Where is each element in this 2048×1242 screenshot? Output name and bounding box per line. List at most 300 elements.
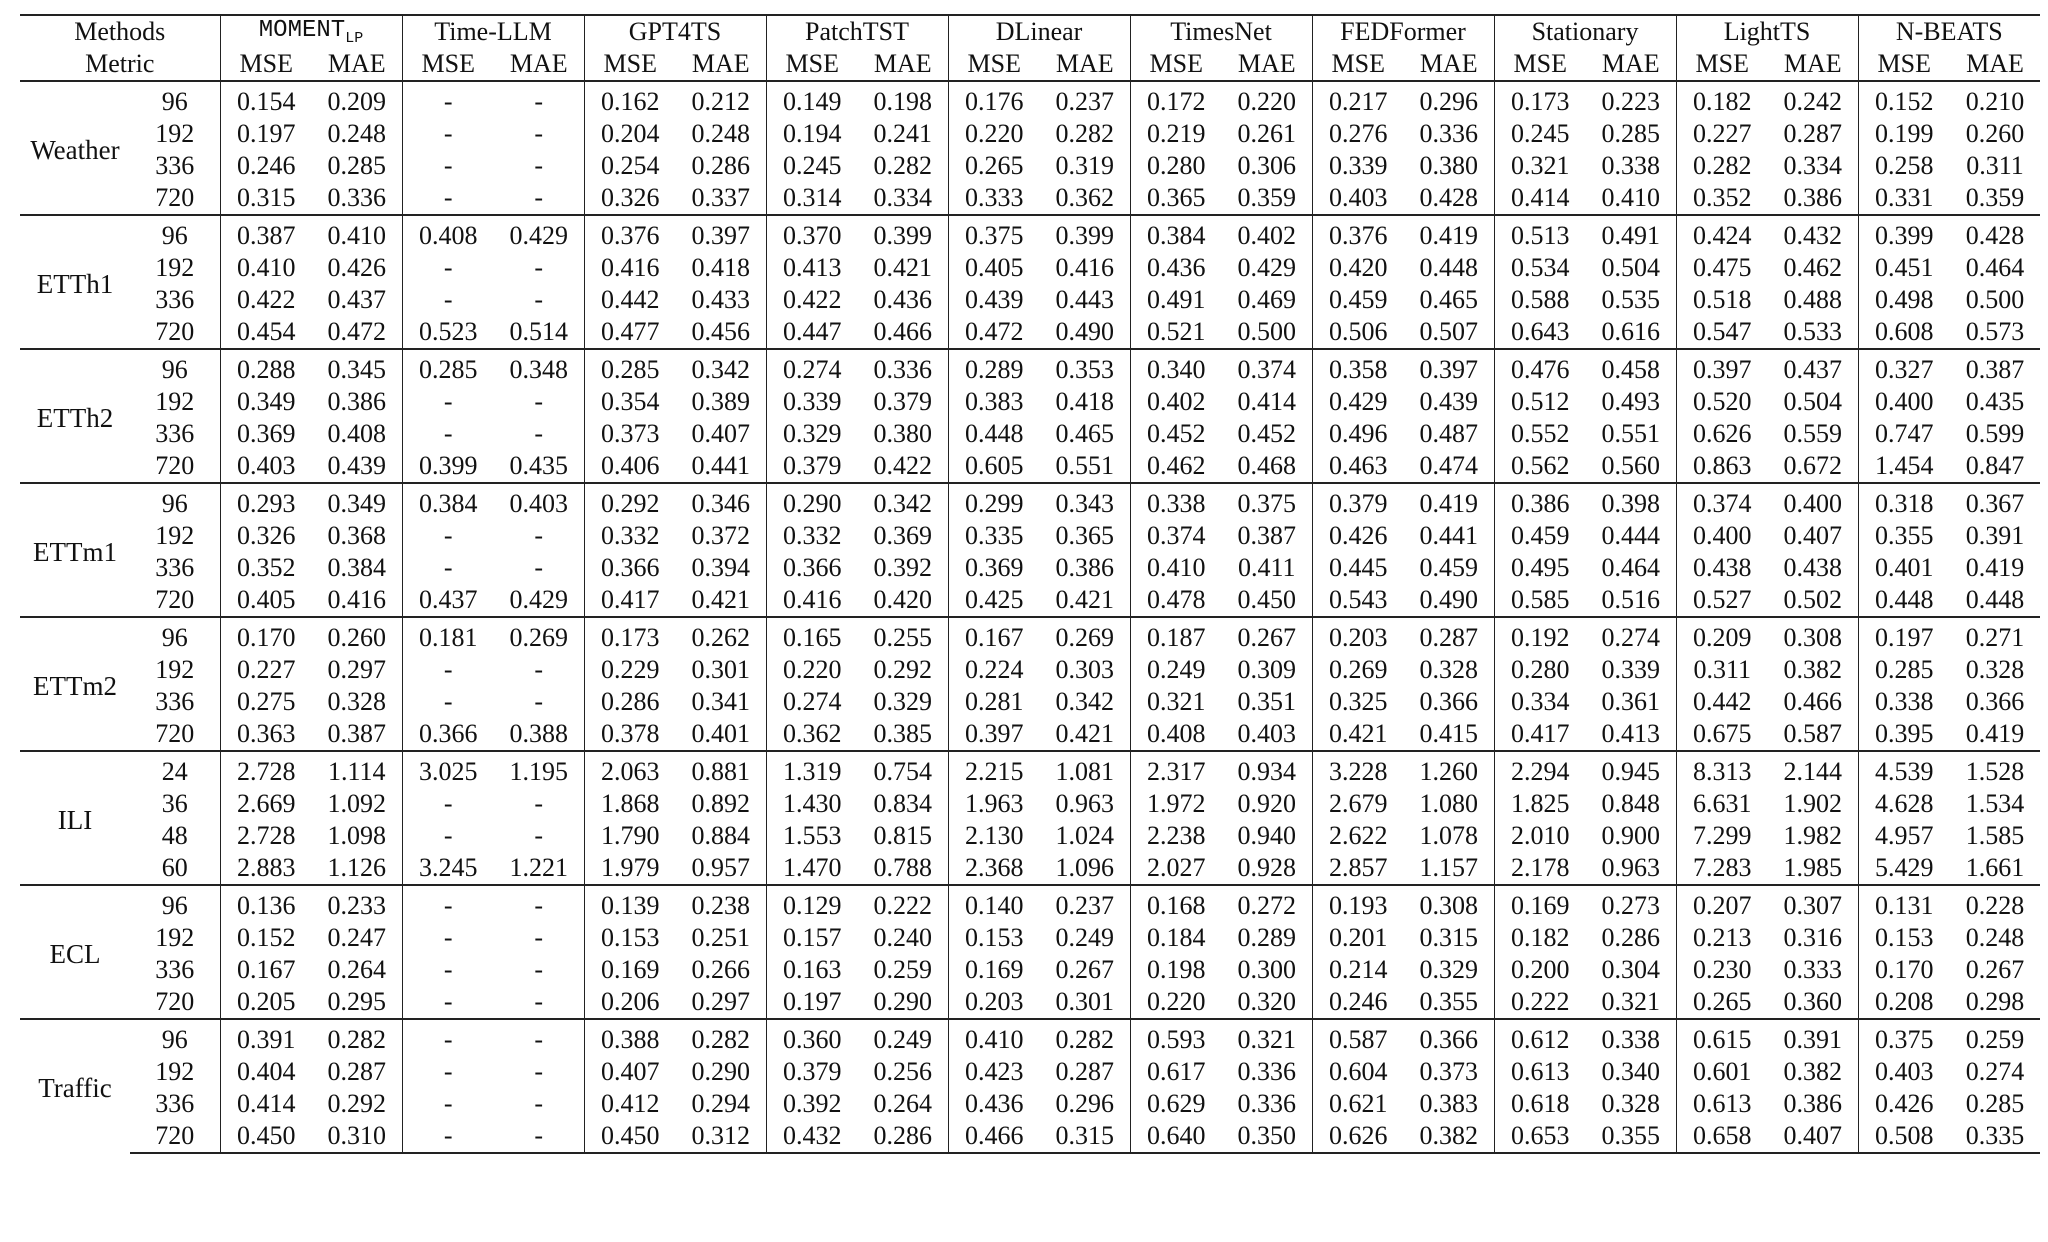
mse-cell: 0.192 [1494,617,1586,654]
metric-mae-header: MAE [858,48,948,81]
mse-cell: 0.424 [1676,215,1768,252]
mae-cell: 0.274 [1586,617,1676,654]
mse-cell: 0.152 [1858,81,1950,118]
mae-cell: 1.114 [312,751,402,788]
mse-cell: 0.249 [1130,654,1222,686]
mae-cell: 0.435 [1965,387,2025,416]
mse-cell: - [402,386,494,418]
mse-cell: 0.436 [948,1088,1040,1120]
mae-cell: 0.402 [1222,215,1312,252]
mse-cell: 0.327 [1858,349,1950,386]
mse-cell: 1.868 [584,788,676,820]
mse-cell: 0.200 [1494,954,1586,986]
mae-cell: 0.672 [1783,451,1843,480]
mae-cell: 0.391 [1768,1019,1858,1056]
mse-cell: 0.463 [1312,450,1404,483]
mse-cell: 0.408 [1130,718,1222,751]
mse-cell: 0.450 [220,1120,312,1153]
mae-cell: 0.367 [1950,483,2040,520]
table-row [20,520,2040,552]
mae-cell: - [534,987,544,1016]
mse-cell: 4.957 [1858,820,1950,852]
mse-cell: 0.585 [1494,584,1586,617]
mae-cell: 0.303 [1055,655,1114,684]
mse-cell: 0.265 [1676,986,1768,1019]
mse-cell: 0.153 [584,922,676,954]
mae-cell: 0.384 [327,553,386,582]
mae-cell: 0.248 [327,119,386,148]
method-lightts: LightTS [1676,15,1858,48]
mae-cell: 0.438 [1783,553,1843,582]
mse-cell: 0.417 [1494,718,1586,751]
mse-cell: 0.495 [1494,552,1586,584]
mae-cell: 0.435 [509,451,568,480]
mae-cell: 0.945 [1586,751,1676,788]
mse-cell: 1.553 [766,820,858,852]
mae-cell: 0.282 [873,151,932,180]
mse-cell: 0.173 [1494,81,1586,118]
mse-cell: 0.354 [584,386,676,418]
mae-cell: - [534,687,544,716]
mse-cell: 0.318 [1858,483,1950,520]
mae-cell: 0.500 [1237,317,1296,346]
mae-cell: 0.394 [691,553,750,582]
mae-cell: 0.286 [1601,923,1661,952]
mae-cell: 0.957 [691,853,750,882]
mae-cell: 0.881 [676,751,766,788]
mse-cell: 0.442 [1676,686,1768,718]
metric-mse-header: MSE [402,48,494,81]
mse-cell: 0.181 [402,617,494,654]
metric-mae-header: MAE [312,48,402,81]
mse-cell: 0.658 [1676,1120,1768,1153]
mae-cell: 0.372 [691,521,750,550]
mae-cell: 0.493 [1601,387,1661,416]
horizon-label: 720 [155,987,195,1016]
mae-cell: 0.260 [1965,119,2025,148]
mae-cell: 0.282 [676,1019,766,1056]
mse-cell: 0.375 [948,215,1040,252]
mse-cell: 0.129 [766,885,858,922]
mae-cell: 0.310 [312,1120,402,1153]
mse-cell: 0.459 [1312,284,1404,316]
mae-cell: 0.432 [1768,215,1858,252]
mae-cell: 0.418 [691,253,750,282]
mae-cell: 0.834 [873,789,932,818]
table-row [20,349,2040,386]
mae-cell: 0.487 [1419,419,1478,448]
methods-label: Methods [20,15,220,48]
mse-cell: 1.454 [1858,450,1950,483]
mae-cell: 0.307 [1768,885,1858,922]
mse-cell: 0.410 [1130,552,1222,584]
mse-cell: 0.136 [220,885,312,922]
horizon-label: 36 [161,789,188,818]
mse-cell: 0.462 [1130,450,1222,483]
mae-cell: - [534,955,544,984]
mse-cell: 0.209 [1676,617,1768,654]
mae-cell: 0.198 [858,81,948,118]
mae-cell: 0.535 [1601,285,1661,314]
mse-cell: 8.313 [1676,751,1768,788]
mae-cell: 0.466 [873,317,932,346]
mae-cell: 0.274 [1965,1057,2025,1086]
mae-cell: 0.386 [1783,183,1843,212]
mae-cell: 0.465 [1055,419,1114,448]
mse-cell: 0.172 [1130,81,1222,118]
mse-cell: 0.448 [1858,584,1950,617]
table-row [20,284,2040,316]
mae-cell: 0.599 [1965,419,2025,448]
mae-cell: 0.366 [1419,687,1478,716]
mae-cell: 0.336 [1419,119,1478,148]
mse-cell: 0.331 [1858,182,1950,215]
mse-cell: 0.429 [1312,386,1404,418]
mae-cell: 0.441 [691,451,750,480]
mse-cell: 0.275 [220,686,312,718]
mae-cell: 0.375 [1222,483,1312,520]
mae-cell: 0.308 [1768,617,1858,654]
horizon-label: 96 [130,349,220,386]
mse-cell: - [402,182,494,215]
mse-cell: 0.370 [766,215,858,252]
mse-cell: 0.527 [1676,584,1768,617]
mae-cell: 1.078 [1419,821,1478,850]
mse-cell: 7.299 [1676,820,1768,852]
horizon-label: 96 [130,81,220,118]
method-gpt4ts: GPT4TS [584,15,766,48]
metric-mse-header: MSE [948,48,1040,81]
mse-cell: 0.224 [948,654,1040,686]
mae-cell: 0.349 [312,483,402,520]
mse-cell: 0.208 [1858,986,1950,1019]
mae-cell: 0.551 [1055,451,1114,480]
mse-cell: 0.608 [1858,316,1950,349]
mae-cell: 0.223 [1586,81,1676,118]
mse-cell: 0.640 [1130,1120,1222,1153]
mse-cell: 0.615 [1676,1019,1768,1056]
mae-cell: 0.450 [1237,585,1296,614]
mse-cell: 0.459 [1494,520,1586,552]
mae-cell: 0.468 [1237,451,1296,480]
horizon-label: 336 [155,955,195,984]
mse-cell: 0.363 [220,718,312,751]
table-row [20,718,2040,751]
mse-cell: 0.167 [948,617,1040,654]
mse-cell: 0.423 [948,1056,1040,1088]
mae-cell: - [534,419,544,448]
mae-cell: 0.267 [1055,955,1114,984]
mse-cell: 0.405 [220,584,312,617]
mse-cell: 0.426 [1312,520,1404,552]
mae-cell: 0.256 [873,1057,932,1086]
horizon-label: 192 [155,655,195,684]
mse-cell: 0.360 [766,1019,858,1056]
horizon-label: 24 [130,751,220,788]
mae-cell: 0.418 [1055,387,1114,416]
mse-cell: 0.334 [1494,686,1586,718]
mae-cell: 0.459 [1419,553,1478,582]
mse-cell: 0.447 [766,316,858,349]
mae-cell: 0.282 [1055,119,1114,148]
mae-cell: 0.328 [327,687,386,716]
method-fedformer: FEDFormer [1312,15,1494,48]
mse-cell: 0.203 [1312,617,1404,654]
horizon-label: 48 [161,821,188,850]
mse-cell: 0.369 [948,552,1040,584]
mse-cell: 0.445 [1312,552,1404,584]
mae-cell: 0.448 [1965,585,2025,614]
mse-cell: 0.293 [220,483,312,520]
mse-cell: 0.193 [1312,885,1404,922]
mse-cell: 0.289 [948,349,1040,386]
mae-cell: 0.428 [1950,215,2040,252]
table-row [20,1088,2040,1120]
mae-cell: 0.398 [1586,483,1676,520]
mse-cell: 0.366 [584,552,676,584]
metric-mae-header: MAE [676,48,766,81]
mse-cell: 3.245 [402,852,494,885]
mae-cell: 0.516 [1601,585,1661,614]
mae-cell: 0.248 [691,119,750,148]
mae-cell: 0.419 [1404,483,1494,520]
mae-cell: 0.439 [1419,387,1478,416]
mae-cell: - [534,789,544,818]
mae-cell: 0.259 [1950,1019,2040,1056]
method-dlinear: DLinear [948,15,1130,48]
mae-cell: 0.321 [1222,1019,1312,1056]
mse-cell: 0.601 [1676,1056,1768,1088]
mae-cell: 0.338 [1601,151,1661,180]
mae-cell: 0.366 [1965,687,2025,716]
mae-cell: 0.504 [1601,253,1661,282]
mae-cell: 0.408 [327,419,386,448]
mse-cell: 1.825 [1494,788,1586,820]
mae-cell: 0.342 [1055,687,1114,716]
table-row [20,215,2040,252]
mae-cell: 0.386 [327,387,386,416]
metric-mse-header: MSE [584,48,676,81]
mse-cell: 0.140 [948,885,1040,922]
mae-cell: 0.296 [1404,81,1494,118]
metric-mae-header: MAE [1040,48,1130,81]
mae-cell: 0.441 [1419,521,1478,550]
mse-cell: - [402,252,494,284]
mse-cell: 0.379 [766,1056,858,1088]
mae-cell: 1.092 [327,789,386,818]
metric-mae-header: MAE [1222,48,1312,81]
mae-cell: - [534,821,544,850]
mae-cell: 0.287 [327,1057,386,1086]
horizon-label: 720 [155,317,195,346]
mae-cell: 0.338 [1586,1019,1676,1056]
mse-cell: 0.281 [948,686,1040,718]
mae-cell: 1.098 [327,821,386,850]
mae-cell: 0.380 [873,419,932,448]
mae-cell: - [534,387,544,416]
mae-cell: 0.421 [1055,719,1114,748]
mae-cell: 0.264 [327,955,386,984]
mae-cell: 0.464 [1601,553,1661,582]
mse-cell: 0.426 [1858,1088,1950,1120]
mae-cell: 0.401 [691,719,750,748]
mse-cell: 0.413 [766,252,858,284]
mse-cell: 0.280 [1494,654,1586,686]
mae-cell: 0.934 [1222,751,1312,788]
mae-cell: 0.392 [873,553,932,582]
horizon-label: 192 [155,521,195,550]
mse-cell: 2.294 [1494,751,1586,788]
metric-label: Metric [20,48,220,81]
mae-cell: 0.407 [691,419,750,448]
mse-cell: 0.182 [1676,81,1768,118]
method-stationary: Stationary [1494,15,1676,48]
mae-cell: 0.900 [1601,821,1661,850]
mae-cell: 0.301 [1055,987,1114,1016]
mae-cell: 0.397 [676,215,766,252]
mae-cell: 0.321 [1601,987,1661,1016]
mae-cell: 0.500 [1965,285,2025,314]
mae-cell: 0.267 [1222,617,1312,654]
mse-cell: 0.378 [584,718,676,751]
mae-cell: 0.403 [1237,719,1296,748]
mae-cell: 0.287 [1055,1057,1114,1086]
mse-cell: - [402,788,494,820]
mse-cell: 0.388 [584,1019,676,1056]
mae-cell: 0.308 [1404,885,1494,922]
mae-cell: 0.444 [1601,521,1661,550]
mse-cell: 0.436 [1130,252,1222,284]
results-body [20,81,2040,1153]
mse-cell: 0.285 [402,349,494,386]
mae-cell: 0.300 [1237,955,1296,984]
table-row [20,654,2040,686]
mae-cell: 0.287 [1404,617,1494,654]
results-table [20,14,2040,1154]
mse-cell: 0.391 [220,1019,312,1056]
mae-cell: 0.290 [873,987,932,1016]
metric-mae-header: MAE [1586,48,1676,81]
mse-cell: 0.417 [584,584,676,617]
mse-cell: 0.439 [948,284,1040,316]
mae-cell: 0.269 [1040,617,1130,654]
horizon-label: 720 [155,451,195,480]
mse-cell: 0.355 [1858,520,1950,552]
metric-mae-header: MAE [1768,48,1858,81]
mse-cell: 1.963 [948,788,1040,820]
mse-cell: 0.227 [1676,118,1768,150]
mse-cell: 1.319 [766,751,858,788]
mae-cell: 0.296 [1055,1089,1114,1118]
mse-cell: - [402,418,494,450]
mse-cell: - [402,284,494,316]
mae-cell: 0.290 [691,1057,750,1086]
mae-cell: 0.491 [1586,215,1676,252]
mse-cell: 0.154 [220,81,312,118]
mse-cell: 0.406 [584,450,676,483]
mae-cell: 0.382 [1783,655,1843,684]
mse-cell: 0.629 [1130,1088,1222,1120]
mae-cell: 0.429 [1237,253,1296,282]
mae-cell: 0.616 [1601,317,1661,346]
mae-cell: 0.788 [873,853,932,882]
mse-cell: 0.230 [1676,954,1768,986]
mse-cell: 0.534 [1494,252,1586,284]
table-row [20,81,2040,118]
table-row [20,118,2040,150]
mse-cell: 0.338 [1130,483,1222,520]
table-row [20,483,2040,520]
table-row [20,1120,2040,1153]
mse-cell: 0.217 [1312,81,1404,118]
mae-cell: 0.295 [327,987,386,1016]
mse-cell: 0.593 [1130,1019,1222,1056]
mae-cell: 0.507 [1419,317,1478,346]
mse-cell: 5.429 [1858,852,1950,885]
mae-cell: 0.422 [873,451,932,480]
mae-cell: 0.416 [1055,253,1114,282]
mae-cell: 0.269 [494,617,584,654]
mae-cell: 1.585 [1965,821,2025,850]
mse-cell: 0.410 [220,252,312,284]
mae-cell: 0.355 [1419,987,1478,1016]
mae-cell: 0.348 [494,349,584,386]
mae-cell: 0.316 [1783,923,1843,952]
mae-cell: 0.242 [1768,81,1858,118]
mae-cell: 0.315 [1419,923,1478,952]
mse-cell: 0.375 [1858,1019,1950,1056]
mse-cell: 0.562 [1494,450,1586,483]
mse-cell: 0.369 [220,418,312,450]
mse-cell: 0.332 [584,520,676,552]
mae-cell: 0.315 [1040,1120,1130,1153]
dataset-label: ETTm1 [20,483,130,617]
mse-cell: 0.399 [402,450,494,483]
method-patchtst: PatchTST [766,15,948,48]
mse-cell: - [402,654,494,686]
mae-cell: 0.248 [1965,923,2025,952]
mse-cell: 0.176 [948,81,1040,118]
mse-cell: 0.374 [1676,483,1768,520]
mae-cell: 0.340 [1601,1057,1661,1086]
mse-cell: 0.288 [220,349,312,386]
mse-cell: 0.167 [220,954,312,986]
mse-cell: 0.403 [220,450,312,483]
dataset-label: ETTh1 [20,215,130,349]
mae-cell: 0.419 [1965,719,2025,748]
mae-cell: - [494,885,584,922]
mse-cell: 0.384 [402,483,494,520]
mse-cell: 0.227 [220,654,312,686]
mse-cell: 0.442 [584,284,676,316]
mae-cell: 0.212 [676,81,766,118]
mae-cell: - [534,253,544,282]
mae-cell: 0.963 [1601,853,1661,882]
method-timesnet: TimesNet [1130,15,1312,48]
mse-cell: 0.420 [1312,252,1404,284]
mae-cell: 0.414 [1237,387,1296,416]
mse-cell: 2.883 [220,852,312,885]
mae-cell: 0.351 [1237,687,1296,716]
horizon-label: 96 [130,483,220,520]
mae-cell: 0.359 [1237,183,1296,212]
mae-cell: 0.383 [1419,1089,1478,1118]
mse-cell: 2.178 [1494,852,1586,885]
moment-name: MOMENT [258,16,346,44]
mae-cell: 0.312 [676,1120,766,1153]
mse-cell: 0.169 [948,954,1040,986]
mse-cell: - [402,885,494,922]
